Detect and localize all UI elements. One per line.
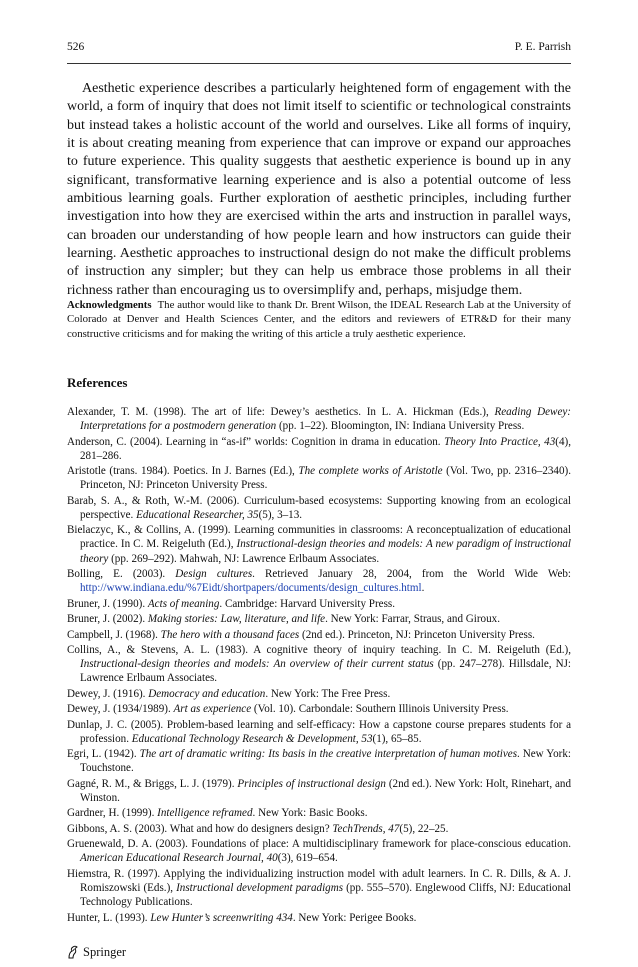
reference-item	[67, 597, 571, 611]
reference-item	[67, 806, 571, 820]
reference-text-tail: . New York: Perigee Books.	[292, 911, 417, 924]
reference-item	[67, 405, 571, 433]
header-rule	[67, 63, 571, 64]
reference-title: Educational Researcher, 35	[136, 508, 259, 521]
reference-item	[67, 494, 571, 522]
reference-text-tail: (5), 3–13.	[258, 508, 303, 521]
page-number: 526	[67, 41, 85, 53]
reference-text-tail: (3), 619–654.	[277, 852, 338, 865]
reference-text: Dewey, J. (1916).	[67, 687, 149, 700]
reference-text: Bolling, E. (2003).	[67, 567, 176, 580]
reference-text-tail: (1), 65–85.	[372, 732, 422, 745]
acknowledgments	[67, 298, 571, 341]
reference-text-tail: (Vol. 10). Carbondale: Southern Illinois University Press.	[251, 703, 509, 716]
reference-item	[67, 567, 571, 595]
reference-text: Bruner, J. (1990).	[67, 597, 148, 610]
reference-title: American Educational Research Journal, 40	[80, 852, 278, 865]
reference-title: Instructional-design theories and models: An overview of their current status	[80, 658, 434, 671]
reference-title: Lew Hunter’s screenwriting 434	[150, 911, 293, 924]
reference-text-tail: . New York: Basic Books.	[252, 807, 368, 820]
reference-text-end: .	[421, 582, 425, 595]
reference-title: Theory Into Practice, 43	[444, 435, 556, 448]
reference-text-tail: (2nd ed.). Princeton, NJ: Princeton University Press.	[299, 628, 535, 641]
reference-title: Principles of instructional design	[237, 777, 386, 790]
reference-title: Instructional-design theories and models: A new paradigm of instructional theory	[80, 538, 572, 565]
reference-item	[67, 777, 571, 805]
reference-item	[67, 643, 571, 685]
reference-title: Design cultures	[175, 567, 253, 580]
reference-text-tail: . New York: Touchstone.	[80, 748, 571, 775]
page-header	[67, 41, 571, 57]
reference-text: Gibbons, A. S. (2003). What and how do designers design?	[67, 822, 333, 835]
acknowledgments-text: The author would like to thank Dr. Brent Wilson, the IDEAL Research Lab at the University of Colorado at Denver and Health Sciences Center, and the editors and reviewers of ETR&D for their many constructive criticisms and for making the writing of this article a truly aesthetic experience.	[67, 299, 571, 340]
reference-text-tail: (Vol. Two, pp. 2316–2340). Princeton, NJ: Princeton University Press.	[80, 465, 571, 492]
reference-text: Hiemstra, R. (1997). Applying the individualizing instruction model with adult learners. In C. R. Dills, & A. J. Romiszowski (Eds.),	[67, 867, 571, 895]
reference-text-tail: (pp. 247–278). Hillsdale, NJ: Lawrence Erlbaum Associates.	[80, 658, 571, 685]
reference-title: Intelligence reframed	[157, 807, 253, 820]
page-footer	[67, 944, 126, 960]
reference-text-tail: (pp. 269–292). Mahwah, NJ: Lawrence Erlbaum Associates.	[108, 552, 380, 565]
reference-text: Bielaczyc, K., & Collins, A. (1999). Learning communities in classrooms: A reconceptualization of educational practice. In C. M. Reigeluth (Ed.),	[67, 524, 571, 551]
reference-item	[67, 612, 571, 626]
reference-text-tail: . New York: Farrar, Straus, and Giroux.	[325, 613, 500, 626]
reference-title: Acts of meaning	[147, 597, 220, 610]
springer-horse-icon	[67, 945, 79, 959]
reference-title: The hero with a thousand faces	[160, 628, 300, 641]
reference-text: Dunlap, J. C. (2005). Problem-based learning and self-efficacy: How a capstone course prepares students for a profession.	[67, 718, 571, 745]
reference-text-tail: . Retrieved January 28, 2004, from the World Wide Web:	[252, 567, 572, 580]
reference-title: Reading Dewey: Interpretations for a postmodern generation	[80, 406, 571, 433]
reference-text: Gagné, R. M., & Briggs, L. J. (1979).	[67, 777, 238, 790]
publisher-name: Springer	[83, 944, 127, 959]
running-author: P. E. Parrish	[514, 41, 571, 53]
conclusion-paragraph: Aesthetic experience describes a particularly heightened form of engagement with the world, a form of inquiry that does not limit itself to scientific or technological constraints but instead takes a holistic account of the world and ourselves. Like all forms of inquiry, it is about creating meaning from experience that can improve or expand our approaches to future experience. This quality suggests that aesthetic experience is bound up in any significant, transformative learning experience and is also a potential outcome of less ambitious learning goals. Further exploration of aesthetic principles, including further investigation into how they are exercised within the arts and instruction in parallel ways, can broaden our understanding of how people learn and how instructors can guide their learning. Aesthetic approaches to instructional design do not make the difficult problems of instruction any simpler; but they can help us embrace those problems in all their richness rather than encouraging us to oversimplify and, perhaps, misjudge them.	[67, 81, 571, 298]
acknowledgments-heading: Acknowledgments	[67, 299, 152, 311]
reference-text: Barab, S. A., & Roth, W.-M. (2006). Curriculum-based ecosystems: Supporting knowing from an ecological perspective.	[67, 494, 571, 521]
reference-text-tail: (pp. 1–22). Bloomington, IN: Indiana University Press.	[276, 420, 525, 433]
reference-text: Dewey, J. (1934/1989).	[67, 703, 174, 716]
reference-title: Educational Technology Research & Development, 53	[131, 732, 373, 745]
reference-title: Art as experience	[173, 703, 252, 716]
reference-item	[67, 628, 571, 642]
reference-text: Hunter, L. (1993).	[67, 911, 151, 924]
reference-list	[67, 405, 571, 926]
reference-item	[67, 687, 571, 701]
reference-item	[67, 837, 571, 865]
reference-text-tail: (5), 22–25.	[399, 822, 449, 835]
reference-text-tail: (4), 281–286.	[80, 435, 571, 462]
reference-item	[67, 464, 571, 492]
reference-text: Gruenewald, D. A. (2003). Foundations of place: A multidisciplinary framework for place-conscious education.	[67, 838, 571, 851]
reference-text: Alexander, T. M. (1998). The art of life: Dewey’s aesthetics. In L. A. Hickman (Eds.),	[67, 406, 495, 418]
reference-item	[67, 867, 571, 909]
reference-item	[67, 718, 571, 746]
reference-title: Making stories: Law, literature, and life	[147, 613, 326, 626]
reference-text: Campbell, J. (1968).	[67, 628, 161, 641]
reference-item	[67, 702, 571, 716]
reference-title: The complete works of Aristotle	[298, 465, 443, 478]
reference-text: Collins, A., & Stevens, A. L. (1983). A cognitive theory of inquiry teaching. In C. M. Reigeluth (Ed.),	[67, 644, 571, 657]
reference-text-tail: (pp. 555–570). Englewood Cliffs, NJ: Educational Technology Publications.	[80, 882, 571, 909]
reference-title: Democracy and education	[148, 687, 266, 700]
reference-text: Aristotle (trans. 1984). Poetics. In J. Barnes (Ed.),	[67, 465, 299, 478]
reference-item	[67, 523, 571, 565]
reference-link[interactable]: http://www.indiana.edu/%7Eidt/shortpapers/documents/design_cultures.html	[80, 582, 422, 595]
reference-text: Gardner, H. (1999).	[67, 807, 158, 820]
reference-item	[67, 747, 571, 775]
reference-title: Instructional development paradigms	[176, 882, 344, 895]
reference-text-tail: (2nd ed.). New York: Holt, Rinehart, and Winston.	[80, 777, 571, 804]
reference-item	[67, 911, 571, 925]
reference-text-tail: . New York: The Free Press.	[265, 687, 391, 700]
reference-text-tail: . Cambridge: Harvard University Press.	[219, 597, 396, 610]
reference-text: Bruner, J. (2002).	[67, 613, 148, 626]
references-title: References	[67, 375, 128, 390]
reference-title: The art of dramatic writing: Its basis in the creative interpretation of human motives	[139, 748, 518, 761]
reference-text: Anderson, C. (2004). Learning in “as-if” worlds: Cognition in drama in education.	[67, 435, 445, 448]
reference-title: TechTrends, 47	[332, 822, 400, 835]
reference-item	[67, 822, 571, 836]
reference-text: Egri, L. (1942).	[67, 748, 140, 761]
reference-item	[67, 435, 571, 463]
